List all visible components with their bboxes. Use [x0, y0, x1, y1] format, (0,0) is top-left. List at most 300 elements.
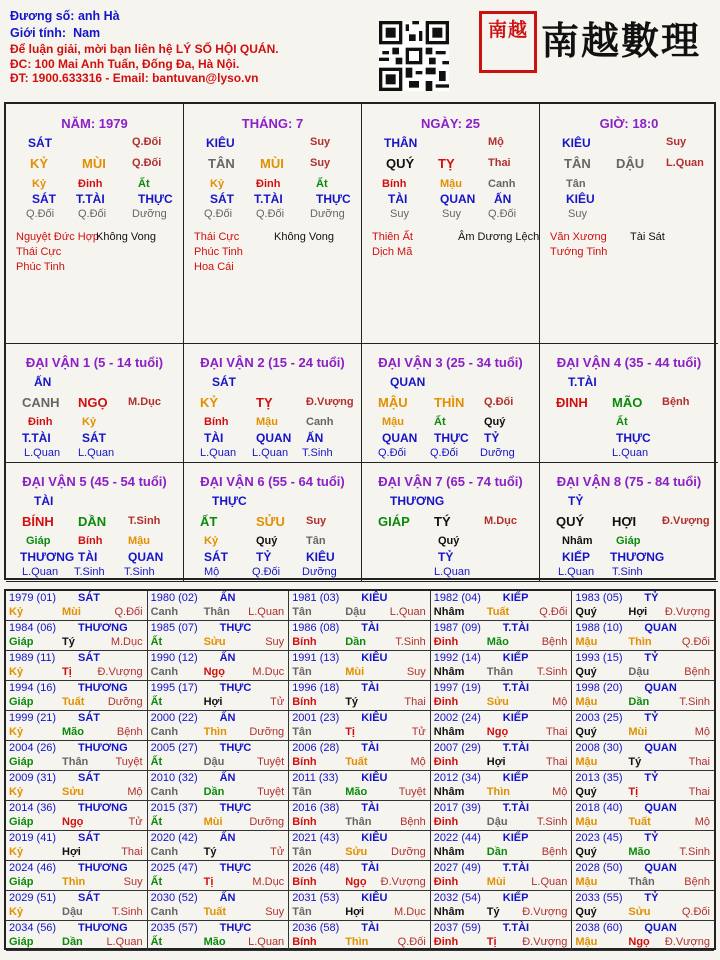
- dai-van-cell: [184, 463, 362, 582]
- dai-van-stem: QUÝ: [556, 514, 585, 529]
- year-branch: Mùi: [345, 666, 365, 678]
- year-cell: [289, 681, 431, 711]
- year-star: KIẾP: [502, 772, 529, 784]
- year-star: ẤN: [219, 712, 236, 724]
- year-status: L.Quan: [248, 936, 285, 948]
- year-label: 1985 (07): [150, 622, 198, 634]
- hidden-stem: Đinh: [256, 178, 281, 190]
- dai-van-stem: ĐINH: [556, 395, 588, 410]
- hidden-star: TỶ: [484, 431, 500, 445]
- year-branch: Hợi: [62, 846, 81, 858]
- year-star: TỶ: [644, 652, 659, 664]
- year-status: T.Sinh: [536, 666, 568, 678]
- year-label: 2020 (42): [150, 832, 198, 844]
- year-status: Dưỡng: [249, 816, 285, 828]
- hidden-stem: Mậu: [382, 416, 404, 428]
- year-star: SÁT: [78, 652, 100, 664]
- year-status: Bệnh: [116, 726, 143, 738]
- year-stem: Ất: [150, 696, 163, 708]
- year-label: 2024 (46): [9, 862, 57, 874]
- year-label: 2004 (26): [9, 742, 57, 754]
- hidden-star: KIẾP: [562, 550, 591, 564]
- year-status: Bệnh: [541, 636, 568, 648]
- year-status: Thai: [121, 846, 143, 858]
- pillar-status: Suy: [310, 157, 331, 169]
- hidden-stem: Kỷ: [32, 178, 47, 190]
- year-stem: Canh: [150, 666, 179, 678]
- year-label: 2035 (57): [150, 922, 198, 934]
- dai-van-star: QUAN: [390, 375, 426, 389]
- year-stem: Nhâm: [433, 666, 465, 678]
- year-stem: Tân: [292, 906, 312, 918]
- year-label: 2014 (36): [9, 802, 57, 814]
- dai-van-star: THƯƠNG: [390, 494, 445, 508]
- hidden-stem: Giáp: [26, 535, 51, 547]
- hidden-stem: Canh: [488, 178, 516, 190]
- year-cell: [572, 801, 714, 831]
- year-status: M.Dục: [110, 636, 143, 648]
- year-branch: Thân: [203, 606, 230, 618]
- year-cell: [572, 921, 714, 951]
- client-label: Đương số:: [10, 9, 75, 23]
- year-stem: Tân: [292, 726, 312, 738]
- year-branch: Dậu: [203, 756, 225, 768]
- year-cell: [289, 651, 431, 681]
- year-stem: Bính: [292, 936, 317, 948]
- pillar-top-star: KIÊU: [206, 136, 235, 150]
- year-label: 2021 (43): [292, 832, 340, 844]
- hidden-status: Q.Đối: [78, 208, 107, 220]
- year-status: L.Quan: [531, 876, 568, 888]
- year-cell: [572, 681, 714, 711]
- year-status: T.Sinh: [395, 636, 426, 648]
- dai-van-branch: MÃO: [612, 395, 643, 410]
- dai-van-title: ĐẠI VẬN 7 (65 - 74 tuổi): [378, 474, 523, 489]
- year-status: Bệnh: [541, 846, 568, 858]
- year-star: THỰC: [219, 682, 252, 694]
- year-label: 2008 (30): [575, 742, 623, 754]
- dai-van-branch: SỬU: [256, 514, 285, 529]
- year-label: 2006 (28): [292, 742, 340, 754]
- year-branch: Mão: [203, 936, 226, 948]
- year-star: KIÊU: [361, 712, 388, 724]
- hidden-status: Q.Đối: [204, 208, 233, 220]
- year-star: TỶ: [644, 832, 659, 844]
- dai-van-cell: [6, 463, 184, 582]
- year-label: 1994 (16): [9, 682, 57, 694]
- year-label: 2007 (29): [433, 742, 481, 754]
- dai-van-star: THỰC: [212, 494, 247, 508]
- dai-van-branch: TỴ: [256, 395, 273, 410]
- year-star: QUAN: [644, 802, 677, 814]
- year-stem: Quý: [575, 606, 597, 618]
- dai-van-branch: TÝ: [434, 514, 451, 529]
- year-cell: [6, 861, 148, 891]
- shensha-extra: Tài Sát: [630, 231, 665, 243]
- year-stem: Mậu: [575, 936, 598, 948]
- hidden-stem: Kỷ: [204, 535, 219, 547]
- year-star: TÀI: [361, 922, 379, 934]
- year-label: 2022 (44): [433, 832, 481, 844]
- year-status: Đ.Vượng: [380, 876, 426, 888]
- year-label: 2012 (34): [433, 772, 481, 784]
- year-star: ẤN: [219, 652, 236, 664]
- year-label: 1983 (05): [575, 592, 623, 604]
- year-stem: Nhâm: [433, 606, 465, 618]
- year-branch: Mùi: [628, 726, 648, 738]
- year-label: 1984 (06): [9, 622, 57, 634]
- year-branch: Ngọ: [486, 726, 509, 738]
- hidden-star: SÁT: [82, 431, 106, 445]
- year-label: 2033 (55): [575, 892, 623, 904]
- shensha-note: Văn Xương: [550, 231, 607, 243]
- year-branch: Dần: [62, 936, 83, 948]
- year-star: KIẾP: [502, 592, 529, 604]
- hidden-star: T.TÀI: [22, 431, 51, 445]
- year-label: 2003 (25): [575, 712, 623, 724]
- hidden-stem: Mậu: [440, 178, 462, 190]
- dai-van-title: ĐẠI VẬN 5 (45 - 54 tuổi): [22, 474, 167, 489]
- pillar-cell: [362, 104, 540, 344]
- year-status: Suy: [265, 636, 285, 648]
- year-cell: [431, 831, 573, 861]
- year-cell: [431, 771, 573, 801]
- pillar-status: Q.Đối: [132, 157, 162, 169]
- year-status: T.Sinh: [536, 816, 568, 828]
- year-star: TÀI: [361, 862, 379, 874]
- year-label: 1990 (12): [150, 652, 198, 664]
- dai-van-cell: [362, 344, 540, 463]
- year-cell: [431, 891, 573, 921]
- year-status: Đ.Vượng: [522, 906, 568, 918]
- hidden-status: Suy: [390, 208, 409, 220]
- year-star: KIẾP: [502, 832, 529, 844]
- year-stem: Bính: [292, 636, 317, 648]
- year-label: 2016 (38): [292, 802, 340, 814]
- year-status: Q.Đối: [681, 636, 710, 648]
- year-branch: Mão: [345, 786, 368, 798]
- hidden-status: L.Quan: [24, 447, 61, 459]
- hidden-status: T.Sinh: [302, 447, 333, 459]
- year-cell: [6, 621, 148, 651]
- year-stem: Mậu: [575, 756, 598, 768]
- hidden-star: THỰC: [434, 431, 469, 445]
- year-label: 1980 (02): [150, 592, 198, 604]
- year-branch: Tuất: [345, 756, 368, 768]
- year-branch: Tuất: [628, 816, 651, 828]
- year-star: QUAN: [644, 742, 677, 754]
- year-label: 1999 (21): [9, 712, 57, 724]
- shensha-note: Thiên Ất: [372, 231, 413, 243]
- year-cell: [289, 741, 431, 771]
- hidden-stem: Tân: [566, 178, 586, 190]
- year-branch: Mão: [62, 726, 84, 738]
- hidden-star: SÁT: [204, 550, 228, 564]
- shensha-note: Hoa Cái: [194, 261, 234, 273]
- year-stem: Nhâm: [433, 786, 465, 798]
- year-label: 2027 (49): [433, 862, 481, 874]
- hidden-star: THƯƠNG: [610, 550, 665, 564]
- year-stem: Canh: [150, 846, 179, 858]
- year-cell: [431, 591, 573, 621]
- year-cell: [289, 891, 431, 921]
- hidden-star: SÁT: [210, 192, 234, 206]
- year-star: SÁT: [78, 892, 100, 904]
- year-status: M.Dục: [252, 876, 285, 888]
- year-status: Tuyệt: [398, 786, 426, 798]
- dai-van-branch: NGỌ: [78, 395, 108, 410]
- hidden-stem: Kỷ: [210, 178, 225, 190]
- dai-van-title: ĐẠI VẬN 6 (55 - 64 tuổi): [200, 474, 345, 489]
- year-cell: [148, 711, 290, 741]
- year-branch: Dậu: [62, 906, 83, 918]
- year-cell: [572, 591, 714, 621]
- year-label: 2009 (31): [9, 772, 57, 784]
- year-label: 1991 (13): [292, 652, 340, 664]
- year-status: Suy: [265, 906, 285, 918]
- year-stem: Quý: [575, 666, 597, 678]
- hidden-status: L.Quan: [558, 566, 595, 578]
- hidden-star: QUAN: [440, 192, 476, 206]
- year-status: L.Quan: [106, 936, 143, 948]
- year-branch: Ngọ: [62, 816, 84, 828]
- year-status: Mộ: [410, 756, 426, 768]
- year-star: KIẾP: [502, 892, 529, 904]
- year-label: 2013 (35): [575, 772, 623, 784]
- earthly-branch: MÙI: [260, 156, 284, 171]
- year-cell: [572, 891, 714, 921]
- dai-van-title: ĐẠI VẬN 3 (25 - 34 tuổi): [378, 355, 523, 370]
- hidden-star: THỰC: [616, 431, 651, 445]
- year-star: TÀI: [361, 802, 379, 814]
- year-stem: Ất: [150, 936, 163, 948]
- year-cell: [572, 621, 714, 651]
- year-star: ẤN: [219, 832, 236, 844]
- heavenly-stem: QUÝ: [386, 156, 415, 171]
- dai-van-star: TỶ: [568, 494, 584, 508]
- dai-van-status: Bệnh: [662, 396, 690, 408]
- year-branch: Mùi: [62, 606, 81, 618]
- hidden-star: TỶ: [256, 550, 272, 564]
- dai-van-branch: DẦN: [78, 514, 107, 529]
- year-stem: Kỷ: [9, 666, 24, 678]
- gender-label: Giới tính:: [10, 26, 67, 40]
- year-stem: Mậu: [575, 876, 598, 888]
- year-stem: Tân: [292, 666, 312, 678]
- year-branch: Tý: [486, 906, 500, 918]
- year-star: ẤN: [219, 592, 236, 604]
- year-cell: [6, 801, 148, 831]
- year-branch: Tị: [203, 876, 214, 888]
- hidden-stem: Giáp: [616, 535, 641, 547]
- year-stem: Mậu: [575, 696, 598, 708]
- year-cell: [148, 591, 290, 621]
- year-status: M.Dục: [252, 666, 285, 678]
- year-cell: [289, 771, 431, 801]
- year-branch: Tị: [628, 786, 639, 798]
- year-star: THƯƠNG: [78, 622, 128, 634]
- year-branch: Thân: [345, 816, 372, 828]
- year-label: 2038 (60): [575, 922, 623, 934]
- year-label: 2032 (54): [433, 892, 481, 904]
- pillar-top-star: KIÊU: [562, 136, 591, 150]
- contact-line: Để luận giải, mời bạn liên hệ LÝ SỐ HỘI QUÁN.: [10, 42, 279, 56]
- heavenly-stem: TÂN: [564, 156, 591, 171]
- year-cell: [148, 621, 290, 651]
- year-cell: [572, 711, 714, 741]
- hidden-star: TỶ: [438, 550, 454, 564]
- year-branch: Sửu: [203, 636, 226, 648]
- year-branch: Tị: [345, 726, 355, 738]
- year-branch: Hợi: [486, 756, 506, 768]
- year-label: 2037 (59): [433, 922, 481, 934]
- year-cell: [148, 861, 290, 891]
- hidden-star: THƯƠNG: [20, 550, 75, 564]
- pillar-title: NĂM: 1979: [61, 116, 128, 131]
- year-cell: [431, 741, 573, 771]
- year-branch: Tý: [628, 756, 642, 768]
- shensha-extra: Không Vong: [96, 231, 156, 243]
- hidden-status: Q.Đối: [252, 566, 281, 578]
- year-label: 2026 (48): [292, 862, 340, 874]
- dai-van-title: ĐẠI VẬN 8 (75 - 84 tuổi): [556, 474, 702, 489]
- year-stem: Nhâm: [433, 846, 465, 858]
- year-star: KIẾP: [502, 712, 529, 724]
- year-stem: Tân: [292, 606, 312, 618]
- pillar-top-status: Suy: [310, 136, 331, 148]
- year-stem: Giáp: [9, 936, 34, 948]
- year-stem: Quý: [575, 786, 597, 798]
- year-branch: Thân: [628, 876, 655, 888]
- hidden-star: THỰC: [138, 192, 173, 206]
- hidden-status: Dưỡng: [302, 566, 337, 578]
- hidden-status: T.Sinh: [124, 566, 155, 578]
- dai-van-branch: HỢI: [612, 514, 637, 529]
- year-star: KIẾP: [502, 652, 529, 664]
- year-stem: Mậu: [575, 636, 598, 648]
- year-star: THƯƠNG: [78, 802, 128, 814]
- year-label: 1992 (14): [433, 652, 481, 664]
- dai-van-star: TÀI: [34, 494, 54, 508]
- year-branch: Tý: [345, 696, 359, 708]
- pillar-title: GIỜ: 18:0: [599, 116, 659, 131]
- year-branch: Hợi: [345, 906, 365, 918]
- pillar-status: L.Quan: [666, 157, 704, 169]
- year-star: T.TÀI: [502, 622, 530, 634]
- year-star: T.TÀI: [502, 862, 530, 874]
- year-status: Dưỡng: [107, 696, 143, 708]
- hidden-stem: Nhâm: [562, 535, 593, 547]
- year-star: QUAN: [644, 922, 677, 934]
- hidden-stem: Bính: [382, 178, 407, 190]
- year-cell: [572, 861, 714, 891]
- year-cell: [431, 621, 573, 651]
- year-cell: [289, 711, 431, 741]
- year-status: Thai: [545, 726, 568, 738]
- pillar-top-status: Q.Đối: [132, 136, 162, 148]
- year-cell: [6, 741, 148, 771]
- year-branch: Sửu: [628, 906, 651, 918]
- year-branch: Dần: [345, 636, 366, 648]
- year-star: KIÊU: [361, 592, 388, 604]
- pillar-title: THÁNG: 7: [241, 116, 304, 131]
- year-cell: [431, 681, 573, 711]
- year-stem: Giáp: [9, 636, 34, 648]
- year-branch: Mùi: [203, 816, 223, 828]
- hidden-status: L.Quan: [252, 447, 289, 459]
- year-cell: [572, 741, 714, 771]
- dai-van-stem: KỶ: [200, 395, 219, 410]
- year-stem: Đinh: [433, 876, 459, 888]
- dai-van-cell: [540, 344, 718, 463]
- dai-van-status: M.Dục: [128, 396, 161, 408]
- year-cell: [148, 891, 290, 921]
- year-cell: [6, 891, 148, 921]
- year-star: T.TÀI: [502, 682, 530, 694]
- phone-email-line: ĐT: 1900.633316 - Email: bantuvan@lyso.vn: [10, 71, 259, 85]
- hidden-status: Q.Đối: [26, 208, 55, 220]
- year-branch: Tý: [62, 636, 75, 648]
- year-cell: [6, 831, 148, 861]
- address-line: ĐC: 100 Mai Anh Tuấn, Đống Đa, Hà Nội.: [10, 56, 240, 71]
- hidden-status: L.Quan: [78, 447, 115, 459]
- year-stem: Ất: [150, 756, 163, 768]
- year-cell: [431, 861, 573, 891]
- year-star: TÀI: [361, 742, 379, 754]
- year-status: L.Quan: [248, 606, 285, 618]
- year-cell: [148, 681, 290, 711]
- year-star: SÁT: [78, 772, 100, 784]
- year-status: L.Quan: [389, 606, 426, 618]
- hidden-status: T.Sinh: [74, 566, 105, 578]
- hidden-star: TÀI: [78, 550, 98, 564]
- year-status: Đ.Vượng: [664, 936, 710, 948]
- year-cell: [572, 831, 714, 861]
- shensha-note: Phúc Tinh: [194, 246, 243, 258]
- year-stem: Bính: [292, 816, 317, 828]
- year-label: 1995 (17): [150, 682, 198, 694]
- dai-van-stem: GIÁP: [378, 514, 410, 529]
- year-stem: Canh: [150, 906, 179, 918]
- year-star: ẤN: [219, 892, 236, 904]
- year-star: THƯƠNG: [78, 742, 128, 754]
- qr-code-icon: [379, 21, 449, 91]
- year-star: KIÊU: [361, 772, 388, 784]
- year-status: Dưỡng: [249, 726, 285, 738]
- year-stem: Ất: [150, 876, 163, 888]
- year-label: 2030 (52): [150, 892, 198, 904]
- pillar-top-status: Suy: [666, 136, 687, 148]
- year-stem: Kỷ: [9, 846, 24, 858]
- year-star: T.TÀI: [502, 922, 530, 934]
- year-status: Mộ: [552, 696, 568, 708]
- year-status: Mộ: [694, 816, 710, 828]
- year-cell: [148, 801, 290, 831]
- year-star: THỰC: [219, 802, 252, 814]
- dai-van-title: ĐẠI VẬN 2 (15 - 24 tuổi): [200, 355, 345, 370]
- hidden-stem: Tân: [306, 535, 326, 547]
- hidden-stem: Ất: [316, 178, 328, 190]
- header-info: [10, 8, 279, 86]
- year-stem: Quý: [575, 906, 597, 918]
- dai-van-star: ẤN: [34, 375, 52, 389]
- hidden-stem: Ất: [616, 416, 628, 428]
- year-label: 2010 (32): [150, 772, 198, 784]
- earthly-branch: DẬU: [616, 156, 645, 171]
- year-branch: Thìn: [628, 636, 652, 648]
- year-branch: Thìn: [62, 876, 86, 888]
- heavenly-stem: KỶ: [30, 156, 49, 171]
